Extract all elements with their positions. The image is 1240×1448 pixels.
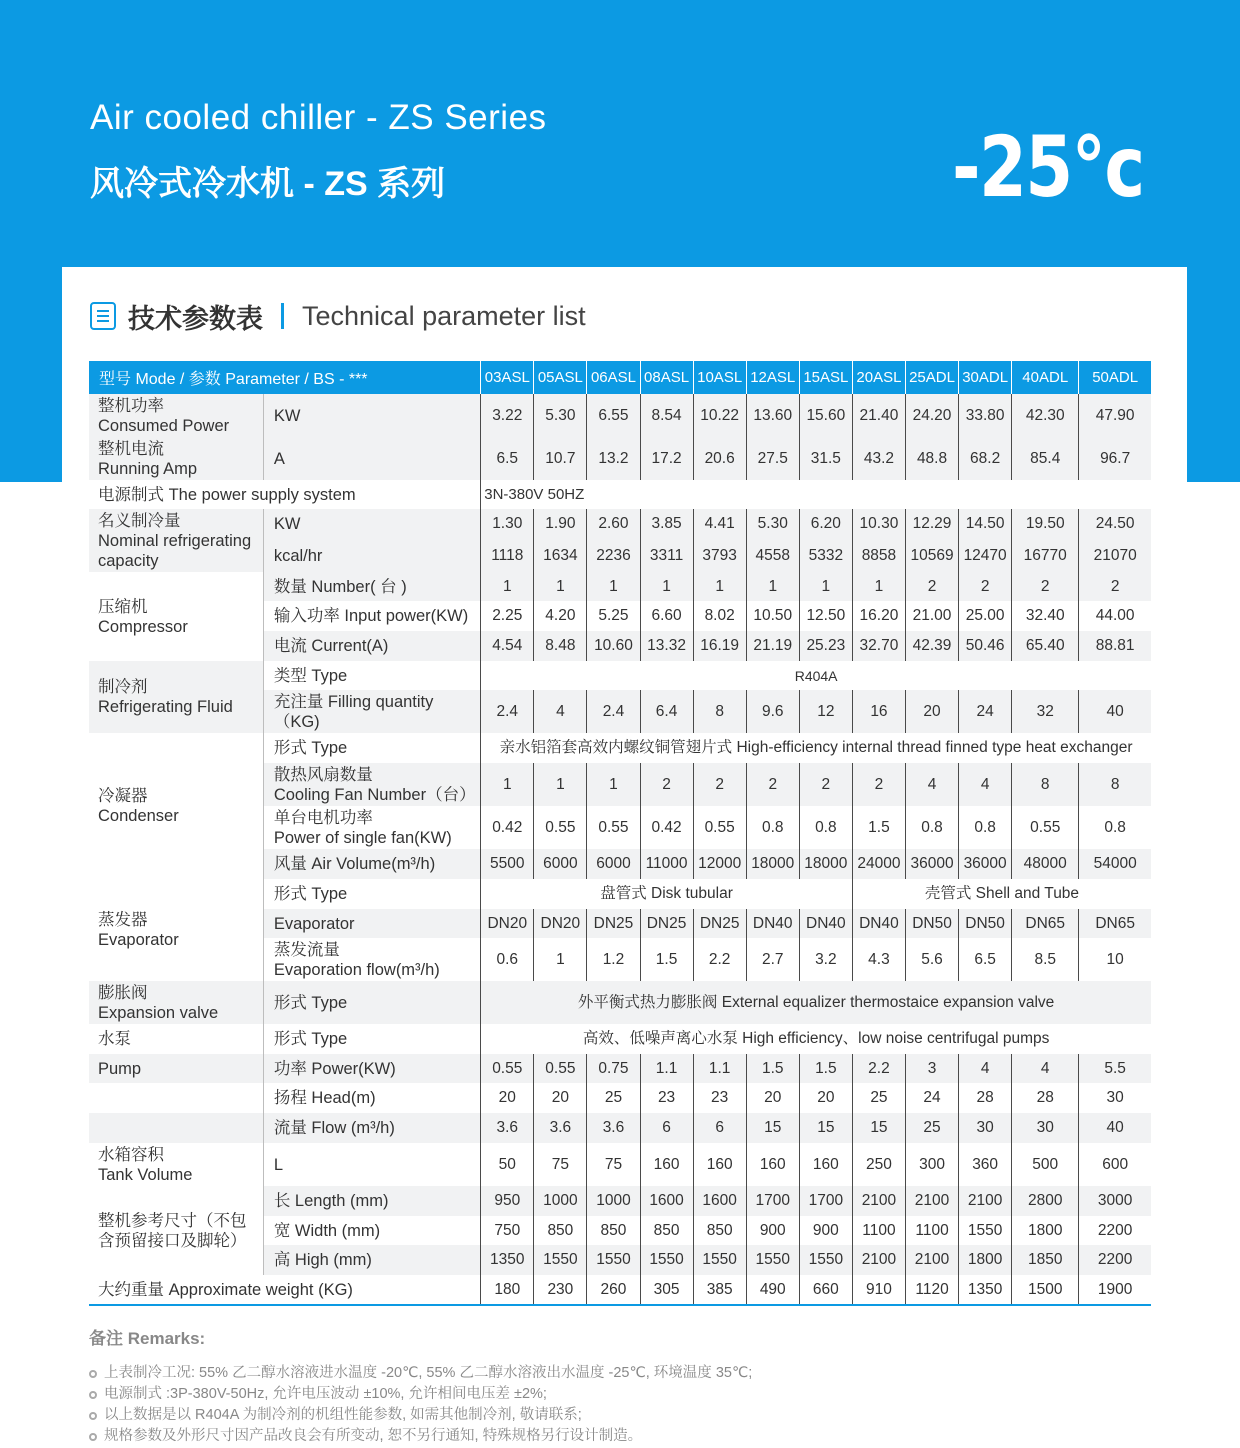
evaporator-type-b: 壳管式 Shell and Tube bbox=[852, 879, 1151, 909]
model-col: 30ADL bbox=[959, 361, 1012, 394]
row-unit: 形式 Type bbox=[263, 733, 480, 763]
table-row bbox=[89, 879, 1151, 909]
table-row: 宽 Width (mm) 750 850 850 850 850 900 900 1100 1100 1550 1800 2200 bbox=[89, 1216, 1151, 1245]
remark-item: 上表制冷工况: 55% 乙二醇水溶液进水温度 -20℃, 55% 乙二醇水溶液出水温度 -25℃, 环境温度 35℃; bbox=[89, 1363, 752, 1384]
table-row bbox=[89, 1024, 1151, 1054]
table-row: 电流 Current(A) 4.54 8.48 10.60 13.32 16.19 21.19 25.23 32.70 42.39 50.46 65.40 88.81 bbox=[89, 631, 1151, 661]
table-row: 水箱容积 Tank Volume L 50 75 75 160 160 160 160 250 300 360 500 600 bbox=[89, 1143, 1151, 1186]
title-cn: 风冷式冷水机 - ZS 系列 bbox=[90, 165, 446, 203]
remark-item: 电源制式 :3P-380V-50Hz, 允许电压波动 ±10%, 允许相间电压差 ±2%; bbox=[89, 1384, 752, 1405]
model-col: 25ADL bbox=[905, 361, 958, 394]
table-row: Pump 功率 Power(KW) 0.55 0.55 0.75 1.1 1.1 1.5 1.5 2.2 3 4 4 5.5 bbox=[89, 1054, 1151, 1083]
table-row: 充注量 Filling quantity （KG) 2.4 4 2.4 6.4 8 9.6 12 16 20 24 32 40 bbox=[89, 690, 1151, 733]
row-label: 膨胀阀 Expansion valve bbox=[89, 981, 263, 1024]
row-unit: L bbox=[263, 1143, 480, 1186]
section-title-en: Technical parameter list bbox=[302, 300, 586, 331]
bullet-icon bbox=[89, 1412, 97, 1420]
row-unit: 宽 Width (mm) bbox=[263, 1216, 480, 1245]
row-unit: 类型 Type bbox=[263, 661, 480, 690]
model-col: 20ASL bbox=[852, 361, 905, 394]
pump-type: 高效、低噪声离心水泵 High efficiency、low noise centrifugal pumps bbox=[481, 1024, 1151, 1054]
remarks-title: 备注 Remarks: bbox=[89, 1329, 206, 1348]
remark-item: 规格参数及外形尺寸因产品改良会有所变动, 恕不另行通知, 特殊规格另行设计制造。 bbox=[89, 1426, 752, 1447]
model-col: 05ASL bbox=[534, 361, 587, 394]
table-row: 单台电机功率 Power of single fan(KW) 0.42 0.55 0.55 0.42 0.55 0.8 0.8 1.5 0.8 0.8 0.55 0.8 bbox=[89, 806, 1151, 849]
bullet-icon bbox=[89, 1370, 97, 1378]
row-label: 大约重量 Approximate weight (KG) bbox=[89, 1275, 481, 1305]
table-row: 整机电流 Running Amp A 6.5 10.7 13.2 17.2 20.6 27.5 31.5 43.2 48.8 68.2 85.4 96.7 bbox=[89, 437, 1151, 480]
table-row: 散热风扇数量 Cooling Fan Number（台） 1 1 1 2 2 2 2 2 4 4 8 8 bbox=[89, 763, 1151, 806]
table-row: kcal/hr 1118 1634 2236 3311 3793 4558 5332 8858 10569 12470 16770 21070 bbox=[89, 539, 1151, 572]
row-unit: 散热风扇数量 Cooling Fan Number（台） bbox=[263, 763, 480, 806]
row-unit: 长 Length (mm) bbox=[263, 1186, 480, 1216]
parameter-table bbox=[89, 361, 1151, 1306]
row-unit: 单台电机功率 Power of single fan(KW) bbox=[263, 806, 480, 849]
table-row bbox=[89, 981, 1151, 1024]
row-label: 名义制冷量 Nominal refrigerating capacity bbox=[89, 509, 263, 572]
row-label: 制冷剂 Refrigerating Fluid bbox=[89, 661, 263, 733]
table-row: 高 High (mm) 1350 1550 1550 1550 1550 1550 1550 2100 2100 1800 1850 2200 bbox=[89, 1245, 1151, 1275]
model-col: 50ADL bbox=[1079, 361, 1151, 394]
row-label: 整机电流 Running Amp bbox=[89, 437, 263, 480]
table-row: 大约重量 Approximate weight (KG) 180 230 260 305 385 490 660 910 1120 1350 1500 1900 bbox=[89, 1275, 1151, 1305]
row-unit: 风量 Air Volume(m³/h) bbox=[263, 849, 480, 879]
row-unit: A bbox=[263, 437, 480, 480]
row-label: 水泵 bbox=[98, 1030, 131, 1048]
supply-value: 3N-380V 50HZ bbox=[481, 480, 1151, 509]
row-unit: 高 High (mm) bbox=[263, 1245, 480, 1275]
table-row: 风量 Air Volume(m³/h) 5500 6000 6000 11000 12000 18000 18000 24000 36000 36000 48000 54000 bbox=[89, 849, 1151, 879]
row-unit: 功率 Power(KW) bbox=[263, 1054, 480, 1083]
refrigerant-type: R404A bbox=[481, 661, 1151, 690]
row-label: 水箱容积 Tank Volume bbox=[98, 1145, 193, 1184]
row-unit: 电流 Current(A) bbox=[263, 631, 480, 661]
table-row: 整机功率 Consumed Power KW 3.22 5.30 6.55 8.54 10.22 13.60 15.60 21.40 24.20 33.80 42.30 47.90 bbox=[89, 394, 1151, 437]
section-title-cn: 技术参数表 bbox=[128, 303, 263, 334]
title-en: Air cooled chiller - ZS Series bbox=[90, 98, 547, 137]
row-label: 冷凝器 Condenser bbox=[98, 787, 179, 825]
row-unit: 输入功率 Input power(KW) bbox=[263, 601, 480, 631]
row-unit: Evaporator bbox=[263, 909, 480, 938]
remark-item: 以上数据是以 R404A 为制冷剂的机组性能参数, 如需其他制冷剂, 敬请联系; bbox=[89, 1405, 752, 1426]
row-label: Pump bbox=[89, 1054, 263, 1083]
row-unit: 形式 Type bbox=[263, 879, 480, 909]
row-label: 整机参考尺寸（不包含预留接口及脚轮） bbox=[89, 1186, 263, 1275]
heading-divider bbox=[281, 303, 284, 329]
table-row: 输入功率 Input power(KW) 2.25 4.20 5.25 6.60 8.02 10.50 12.50 16.20 21.00 25.00 32.40 44.00 bbox=[89, 601, 1151, 631]
row-unit: 蒸发流量 Evaporation flow(m³/h) bbox=[263, 938, 480, 981]
header-label: 型号 Mode / 参数 Parameter / BS - *** bbox=[89, 361, 481, 394]
table-row: 扬程 Head(m) 20 20 25 23 23 20 20 25 24 28 28 30 bbox=[89, 1083, 1151, 1113]
row-unit: 流量 Flow (m³/h) bbox=[263, 1113, 480, 1143]
table-row bbox=[89, 733, 1151, 763]
table-row: 名义制冷量 Nominal refrigerating capacity KW 1.30 1.90 2.60 3.85 4.41 5.30 6.20 10.30 12.29 14.50 19.50 24.50 bbox=[89, 509, 1151, 539]
row-unit: KW bbox=[263, 394, 480, 437]
model-col: 10ASL bbox=[693, 361, 746, 394]
model-col: 08ASL bbox=[640, 361, 693, 394]
table-row: 蒸发流量 Evaporation flow(m³/h) 0.6 1 1.2 1.5 2.2 2.7 3.2 4.3 5.6 6.5 8.5 10 bbox=[89, 938, 1151, 981]
bullet-icon bbox=[89, 1391, 97, 1399]
model-col: 40ADL bbox=[1012, 361, 1079, 394]
remarks-section bbox=[89, 1324, 752, 1447]
row-unit: KW bbox=[263, 509, 480, 539]
row-label: 电源制式 The power supply system bbox=[98, 485, 356, 504]
table-row: Evaporator DN20 DN20 DN25 DN25 DN25 DN40 DN40 DN40 DN50 DN50 DN65 DN65 bbox=[89, 909, 1151, 938]
table-row bbox=[89, 661, 1151, 690]
table-row: 流量 Flow (m³/h) 3.6 3.6 3.6 6 6 15 15 15 25 30 30 40 bbox=[89, 1113, 1151, 1143]
table-row: 整机参考尺寸（不包含预留接口及脚轮） 长 Length (mm) 950 1000 1000 1600 1600 1700 1700 2100 2100 2100 2800 3000 bbox=[89, 1186, 1151, 1216]
row-label: 整机功率 Consumed Power bbox=[89, 394, 263, 437]
evaporator-type-a: 盘管式 Disk tubular bbox=[481, 879, 853, 909]
row-unit: 形式 Type bbox=[263, 981, 480, 1024]
model-col: 12ASL bbox=[746, 361, 799, 394]
table-row bbox=[89, 480, 1151, 509]
bullet-icon bbox=[89, 1433, 97, 1441]
temperature-label: -25°c bbox=[952, 118, 1144, 216]
row-unit: 扬程 Head(m) bbox=[263, 1083, 480, 1113]
row-unit: 形式 Type bbox=[263, 1024, 480, 1054]
row-label: 蒸发器 Evaporator bbox=[98, 911, 179, 949]
model-col: 06ASL bbox=[587, 361, 640, 394]
row-unit: 充注量 Filling quantity （KG) bbox=[263, 690, 480, 733]
row-label: 压缩机 Compressor bbox=[89, 572, 263, 661]
model-col: 03ASL bbox=[481, 361, 534, 394]
model-col: 15ASL bbox=[799, 361, 852, 394]
expansion-valve-type: 外平衡式热力膨胀阀 External equalizer thermostaice expansion valve bbox=[481, 981, 1151, 1024]
table-row: 压缩机 Compressor 数量 Number( 台 ) 1 1 1 1 1 1 1 1 2 2 2 2 bbox=[89, 572, 1151, 601]
row-unit: 数量 Number( 台 ) bbox=[263, 572, 480, 601]
table-header-row bbox=[89, 361, 1151, 394]
condenser-type: 亲水铝箔套高效内螺纹铜管翅片式 High-efficiency internal thread finned type heat exchanger bbox=[481, 733, 1151, 763]
section-heading bbox=[90, 296, 586, 336]
document-icon bbox=[90, 302, 116, 330]
row-unit: kcal/hr bbox=[263, 539, 480, 572]
